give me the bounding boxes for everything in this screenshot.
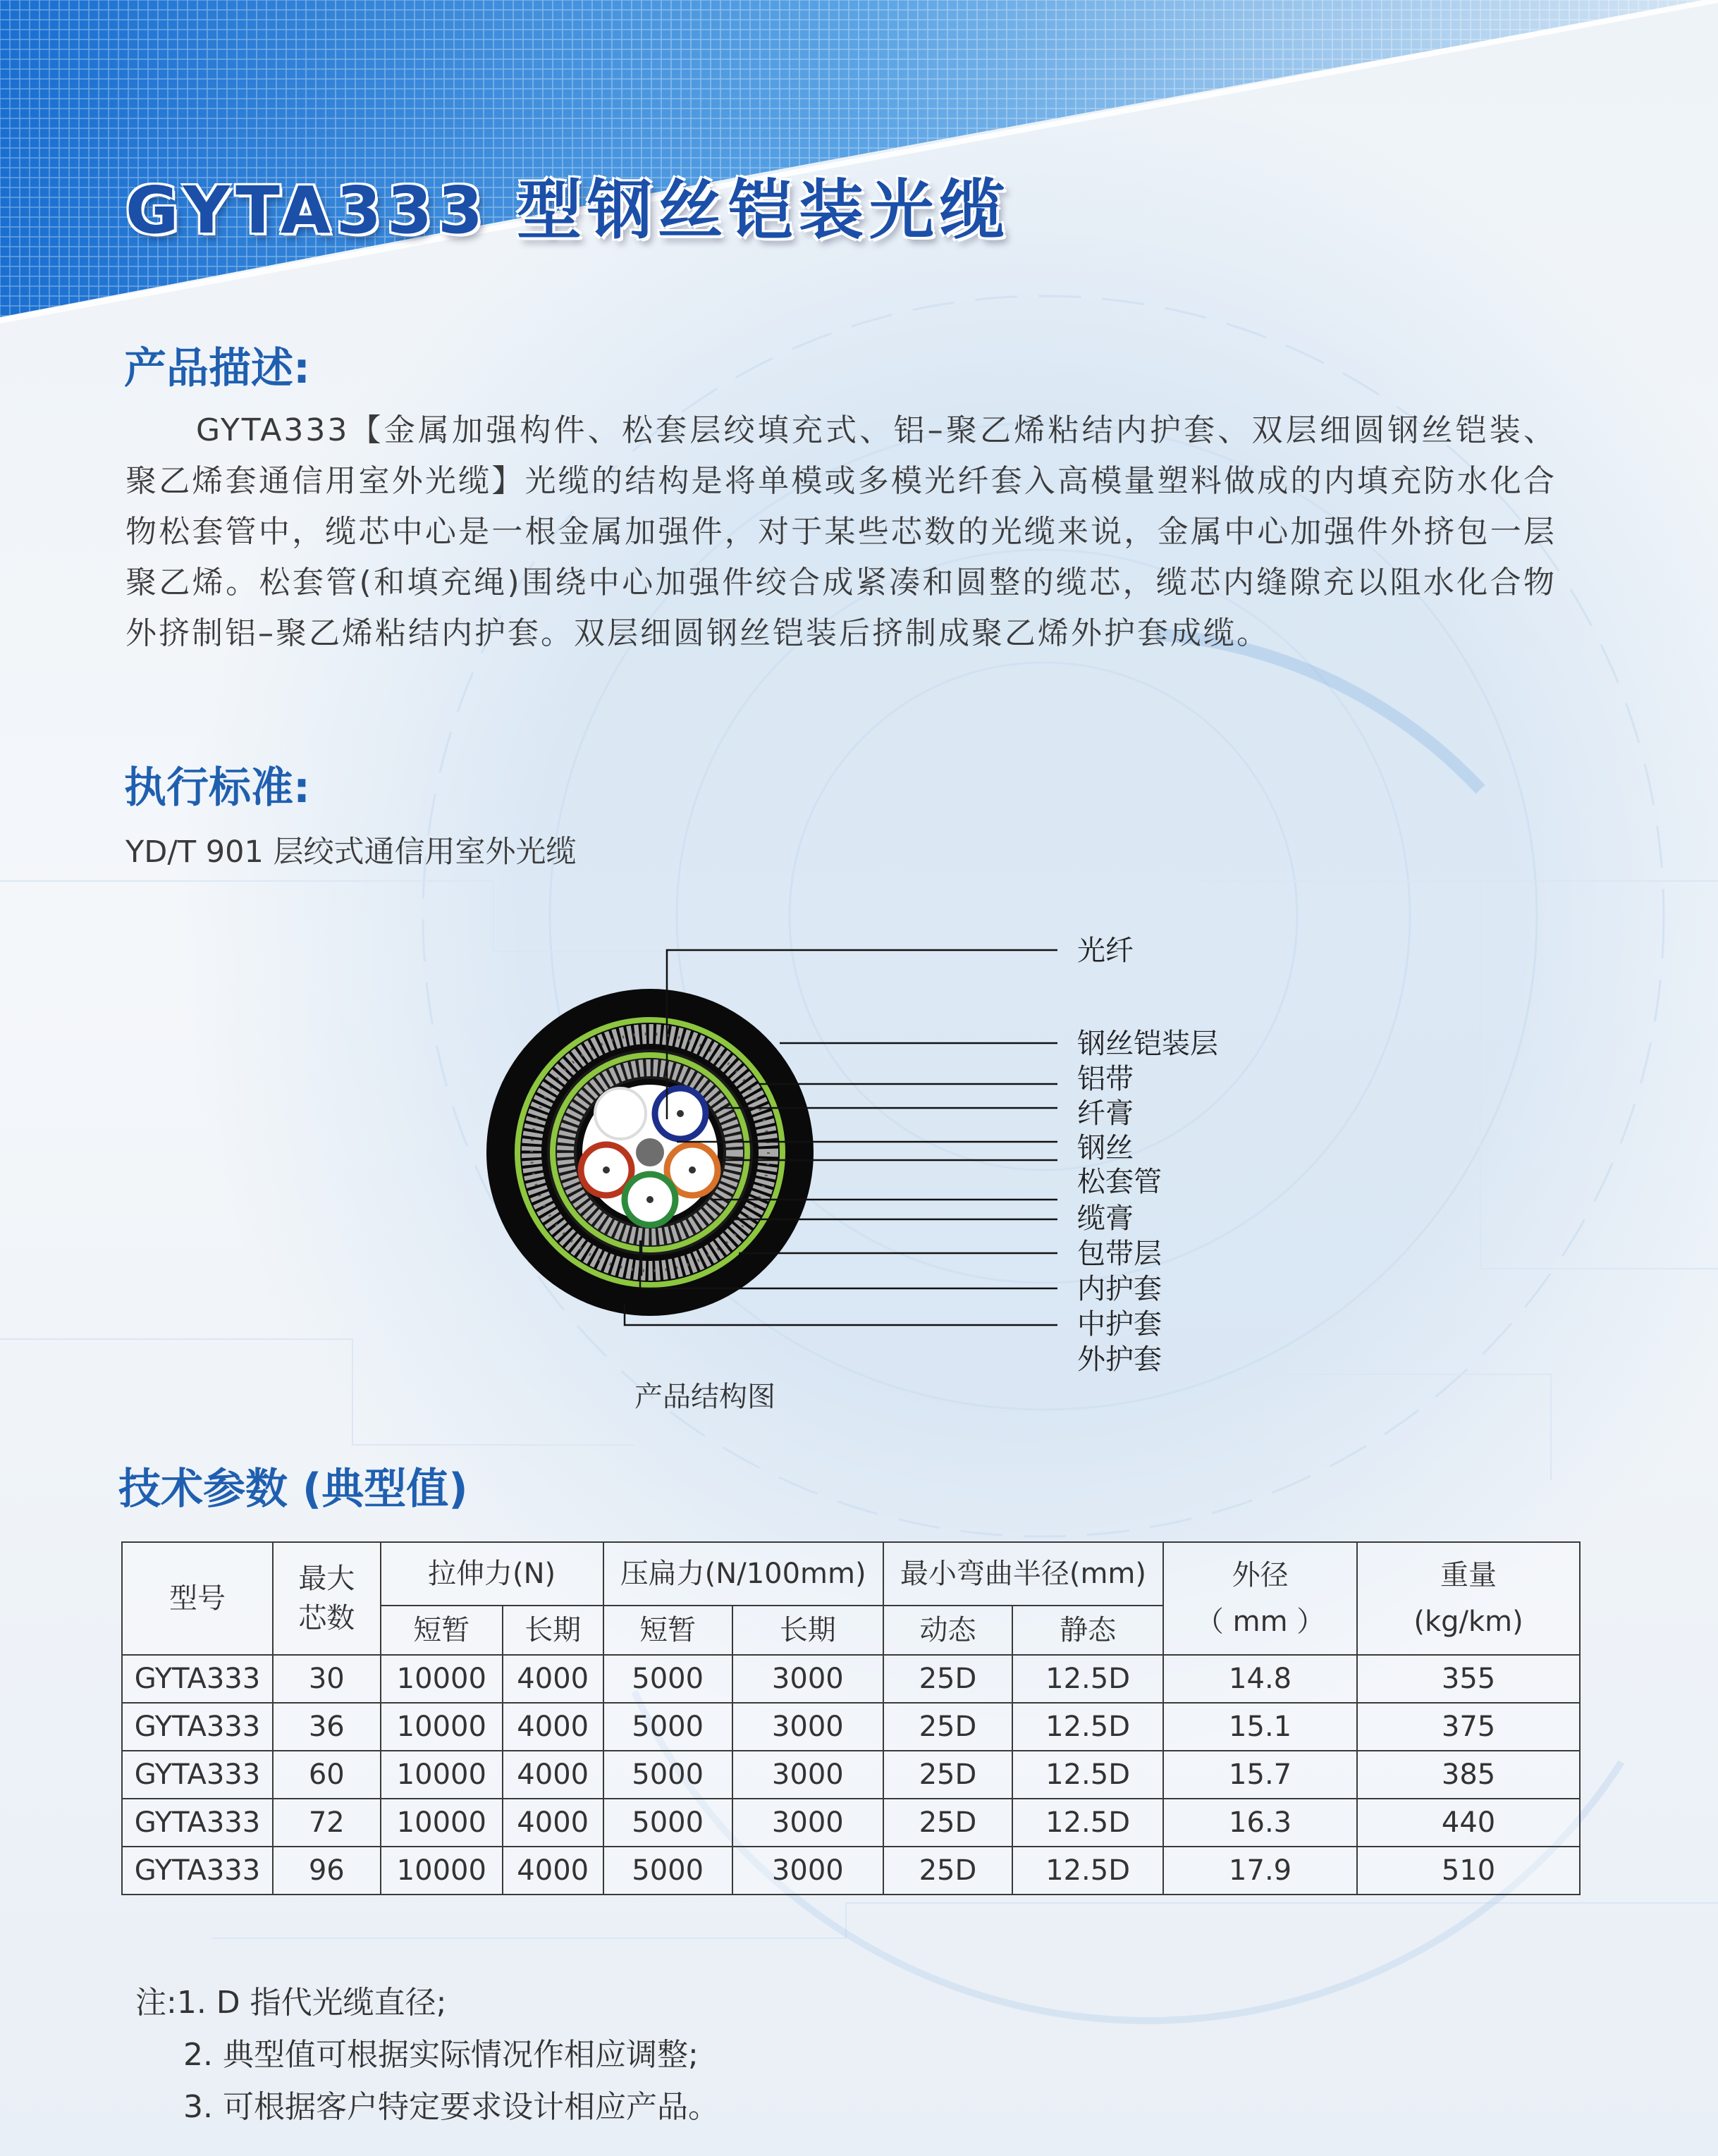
cell-cores: 60 <box>273 1751 381 1799</box>
cell-bend-dynamic: 25D <box>883 1703 1012 1751</box>
page-title: GYTA333 型钢丝铠装光缆 <box>125 173 1010 248</box>
diagram-caption: 产品结构图 <box>634 1381 775 1413</box>
cable-structure-diagram <box>465 909 1311 1431</box>
cell-diameter: 14.8 <box>1163 1655 1357 1703</box>
header-tensile-short: 短暂 <box>381 1606 503 1655</box>
header-model: 型号 <box>122 1542 273 1655</box>
notes <box>135 1977 719 2133</box>
cell-diameter: 17.9 <box>1163 1847 1357 1895</box>
cell-cores: 30 <box>273 1655 381 1703</box>
cable-cross-section <box>486 989 814 1316</box>
cell-model: GYTA333 <box>122 1703 273 1751</box>
cell-tensile-long: 4000 <box>503 1751 603 1799</box>
cell-diameter: 15.1 <box>1163 1703 1357 1751</box>
label-loose-tube: 松套管 <box>1077 1166 1162 1198</box>
specs-heading: 技术参数 (典型值) <box>118 1465 468 1514</box>
note-3: 3. 可根据客户特定要求设计相应产品。 <box>183 2089 719 2125</box>
cell-crush-short: 5000 <box>603 1751 732 1799</box>
note-2: 2. 典型值可根据实际情况作相应调整; <box>183 2037 699 2073</box>
header-crush: 压扁力(N/100mm) <box>603 1542 883 1606</box>
label-fiber-gel: 纤膏 <box>1077 1097 1134 1130</box>
cell-bend-static: 12.5D <box>1012 1703 1163 1751</box>
cell-weight: 510 <box>1357 1847 1580 1895</box>
header-cores: 最大 芯数 <box>273 1542 381 1655</box>
header-weight: 重量 (kg/km) <box>1357 1542 1580 1655</box>
cell-crush-long: 3000 <box>732 1847 883 1895</box>
header-bend: 最小弯曲半径(mm) <box>883 1542 1163 1606</box>
cell-bend-static: 12.5D <box>1012 1751 1163 1799</box>
cell-weight: 375 <box>1357 1703 1580 1751</box>
label-cable-gel: 缆膏 <box>1077 1202 1134 1235</box>
cell-tensile-long: 4000 <box>503 1799 603 1847</box>
header-bend-static: 静态 <box>1012 1606 1163 1655</box>
cell-crush-short: 5000 <box>603 1655 732 1703</box>
header-crush-short: 短暂 <box>603 1606 732 1655</box>
label-wrapping-tape: 包带层 <box>1077 1238 1162 1270</box>
description-text: GYTA333【金属加强构件、松套层绞填充式、铝–聚乙烯粘结内护套、双层细圆钢丝铠装、聚乙烯套通信用室外光缆】光缆的结构是将单模或多模光纤套入高模量塑料做成的内填充防水化合物松套管中，缆芯中心是一根金属加强件，对于某些芯数的光缆来说，金属中心加强件外挤包一层聚乙烯。松套管(和填充绳)围绕中心加强件绞合成紧凑和圆整的缆芯，缆芯内缝隙充以阻水化合物外挤制铝–聚乙烯粘结内护套。双层细圆钢丝铠装后挤制成聚乙烯外护套成缆。 <box>125 412 1557 651</box>
standard-heading: 执行标准: <box>124 763 310 813</box>
cell-bend-static: 12.5D <box>1012 1799 1163 1847</box>
header-diameter: 外径 （ mm ） <box>1163 1542 1357 1655</box>
cell-bend-static: 12.5D <box>1012 1655 1163 1703</box>
cell-bend-dynamic: 25D <box>883 1799 1012 1847</box>
cell-weight: 355 <box>1357 1655 1580 1703</box>
cell-tensile-short: 10000 <box>381 1799 503 1847</box>
cell-crush-short: 5000 <box>603 1847 732 1895</box>
cell-tensile-short: 10000 <box>381 1751 503 1799</box>
label-steel-wire: 钢丝 <box>1077 1132 1134 1164</box>
cell-crush-long: 3000 <box>732 1751 883 1799</box>
table-row <box>122 1655 1580 1703</box>
cell-tensile-short: 10000 <box>381 1847 503 1895</box>
cell-tensile-short: 10000 <box>381 1703 503 1751</box>
standard-text: YD/T 901 层绞式通信用室外光缆 <box>125 834 577 870</box>
cell-model: GYTA333 <box>122 1799 273 1847</box>
cell-crush-long: 3000 <box>732 1655 883 1703</box>
label-outer-sheath: 外护套 <box>1077 1343 1162 1376</box>
label-middle-sheath: 中护套 <box>1077 1308 1162 1341</box>
note-1: 注:1. D 指代光缆直径; <box>135 1985 447 2021</box>
cell-bend-static: 12.5D <box>1012 1847 1163 1895</box>
cell-weight: 440 <box>1357 1799 1580 1847</box>
cell-cores: 72 <box>273 1799 381 1847</box>
label-inner-sheath: 内护套 <box>1077 1273 1162 1305</box>
table-row <box>122 1847 1580 1895</box>
table-row <box>122 1703 1580 1751</box>
cell-bend-dynamic: 25D <box>883 1655 1012 1703</box>
cell-cores: 96 <box>273 1847 381 1895</box>
header-bend-dynamic: 动态 <box>883 1606 1012 1655</box>
cell-tensile-short: 10000 <box>381 1655 503 1703</box>
cell-diameter: 16.3 <box>1163 1799 1357 1847</box>
cell-model: GYTA333 <box>122 1655 273 1703</box>
cell-crush-short: 5000 <box>603 1799 732 1847</box>
cell-model: GYTA333 <box>122 1847 273 1895</box>
description-heading: 产品描述: <box>124 344 310 393</box>
cell-tensile-long: 4000 <box>503 1703 603 1751</box>
cell-crush-long: 3000 <box>732 1703 883 1751</box>
cell-cores: 36 <box>273 1703 381 1751</box>
header-tensile-long: 长期 <box>503 1606 603 1655</box>
table-row <box>122 1799 1580 1847</box>
label-fiber: 光纤 <box>1077 935 1134 967</box>
cell-bend-dynamic: 25D <box>883 1751 1012 1799</box>
cell-tensile-long: 4000 <box>503 1655 603 1703</box>
label-steel-armor: 钢丝铠装层 <box>1077 1028 1218 1060</box>
header-crush-long: 长期 <box>732 1606 883 1655</box>
cell-bend-dynamic: 25D <box>883 1847 1012 1895</box>
cell-model: GYTA333 <box>122 1751 273 1799</box>
cell-tensile-long: 4000 <box>503 1847 603 1895</box>
spec-table <box>121 1541 1581 1895</box>
header-tensile: 拉伸力(N) <box>381 1542 603 1606</box>
cell-crush-long: 3000 <box>732 1799 883 1847</box>
label-aluminum-tape: 铝带 <box>1077 1063 1134 1095</box>
cell-diameter: 15.7 <box>1163 1751 1357 1799</box>
table-row <box>122 1751 1580 1799</box>
cell-crush-short: 5000 <box>603 1703 732 1751</box>
cell-weight: 385 <box>1357 1751 1580 1799</box>
